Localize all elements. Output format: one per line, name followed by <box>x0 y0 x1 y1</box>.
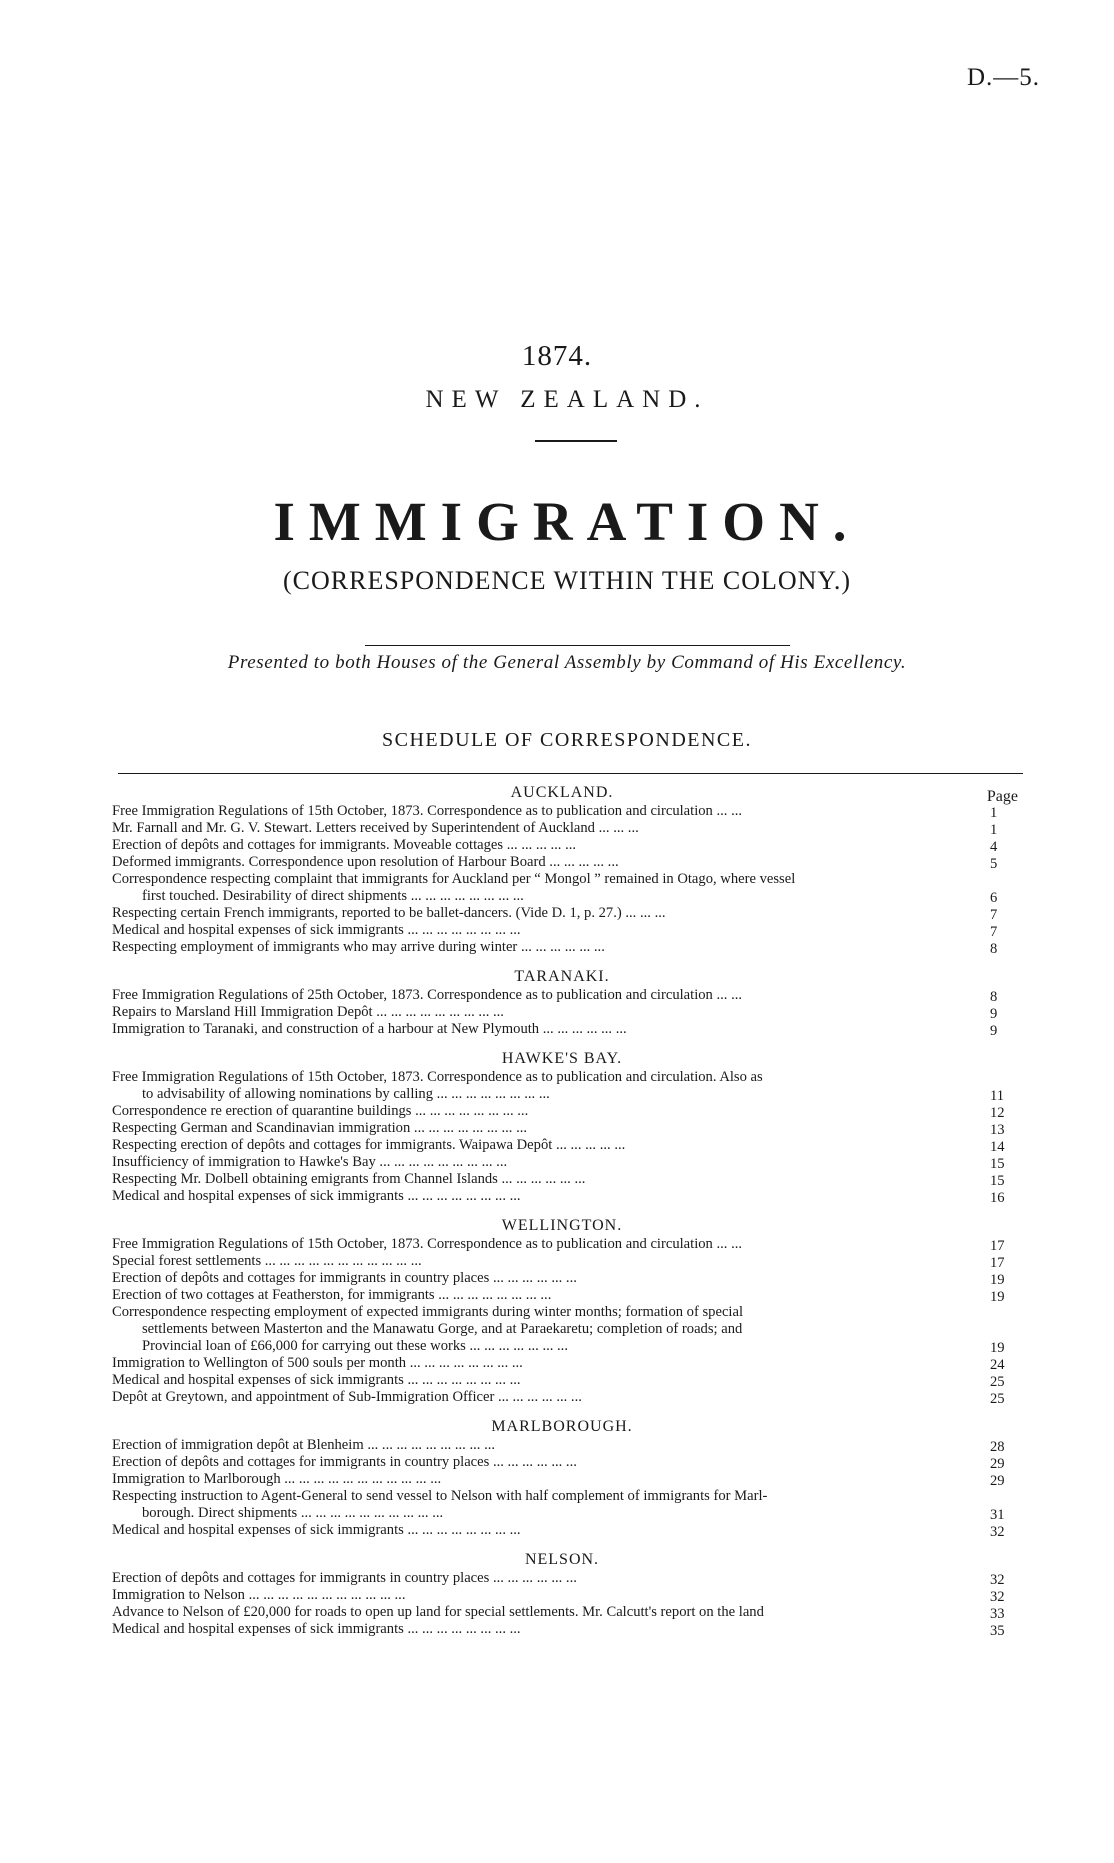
schedule-entry: Insufficiency of immigration to Hawke's Bay ... ... ... ... ... ... ... ... ... 15 <box>112 1154 1012 1171</box>
schedule-rule <box>118 773 1023 774</box>
schedule-entry: Medical and hospital expenses of sick immigrants ... ... ... ... ... ... ... ... 25 <box>112 1372 1012 1389</box>
entry-page-number: 1 <box>990 822 998 838</box>
entry-page-number: 32 <box>990 1524 1005 1540</box>
publication-year: 1874. <box>521 340 593 372</box>
entry-page-number: 11 <box>990 1088 1005 1104</box>
schedule-entry: Erection of depôts and cottages for immigrants. Moveable cottages ... ... ... ... ... 4 <box>112 837 1012 854</box>
section-wellington <box>112 1217 1012 1406</box>
entry-page-number: 8 <box>990 941 998 957</box>
section-heading: MARLBOROUGH. <box>491 1418 633 1435</box>
entry-continuation: first touched. Desirability of direct shipments ... ... ... ... ... ... ... ... <box>142 888 524 904</box>
entry-page-number: 32 <box>990 1572 1005 1588</box>
entry-page-number: 16 <box>990 1190 1005 1206</box>
schedule-entry: Medical and hospital expenses of sick immigrants ... ... ... ... ... ... ... ... 7 <box>112 922 1012 939</box>
schedule-entry: Respecting instruction to Agent-General to send vessel to Nelson with half complement of immigrants for Marl- borough. Direct shipments ... ... ... ... ... ... ... ... ... ... 31 <box>112 1488 1012 1522</box>
schedule-entry: Free Immigration Regulations of 25th October, 1873. Correspondence as to publication and circulation ... ... 8 <box>112 987 1012 1004</box>
entry-page-number: 25 <box>990 1391 1005 1407</box>
section-auckland <box>112 784 1012 956</box>
schedule-entry: Medical and hospital expenses of sick immigrants ... ... ... ... ... ... ... ... 32 <box>112 1522 1012 1539</box>
schedule-entry: Correspondence respecting complaint that immigrants for Auckland per “ Mongol ” remained in Otago, where vessel first touched. Desirability of direct shipments ... ... ... ... ... ... ... ... 6 <box>112 871 1012 905</box>
entry-page-number: 15 <box>990 1173 1005 1189</box>
schedule-entry: Free Immigration Regulations of 15th October, 1873. Correspondence as to publication and circulation ... ... 1 <box>112 803 1012 820</box>
entry-page-number: 33 <box>990 1606 1005 1622</box>
entry-continuation: Provincial loan of £66,000 for carrying out these works ... ... ... ... ... ... ... <box>142 1338 568 1354</box>
presented-rule <box>365 645 790 646</box>
section-nelson <box>112 1551 1012 1638</box>
entry-page-number: 15 <box>990 1156 1005 1172</box>
schedule-entry: Medical and hospital expenses of sick immigrants ... ... ... ... ... ... ... ... 16 <box>112 1188 1012 1205</box>
schedule-entry: Immigration to Nelson ... ... ... ... ... ... ... ... ... ... ... 32 <box>112 1587 1012 1604</box>
schedule-entry: Respecting certain French immigrants, reported to be ballet-dancers. (Vide D. 1, p. 27.) ... ... ... 7 <box>112 905 1012 922</box>
entry-continuation: settlements between Masterton and the Manawatu Gorge, and at Paraekaretu; completion of roads; and <box>142 1321 743 1337</box>
entry-page-number: 24 <box>990 1357 1005 1373</box>
schedule-entry: Respecting Mr. Dolbell obtaining emigrants from Channel Islands ... ... ... ... ... ... 15 <box>112 1171 1012 1188</box>
document-title: IMMIGRATION. <box>273 491 861 552</box>
entry-continuation: to advisability of allowing nominations by calling ... ... ... ... ... ... ... ... <box>142 1086 550 1102</box>
schedule-entry: Depôt at Greytown, and appointment of Sub-Immigration Officer ... ... ... ... ... ... 25 <box>112 1389 1012 1406</box>
entry-page-number: 1 <box>990 805 998 821</box>
page-column-label: Page <box>986 788 1018 805</box>
entry-page-number: 9 <box>990 1023 998 1039</box>
schedule-heading: SCHEDULE OF CORRESPONDENCE. <box>382 729 752 751</box>
schedule-entry: Medical and hospital expenses of sick immigrants ... ... ... ... ... ... ... ... 35 <box>112 1621 1012 1638</box>
schedule-entry: Respecting employment of immigrants who may arrive during winter ... ... ... ... ... ... 8 <box>112 939 1012 956</box>
entry-page-number: 17 <box>990 1255 1005 1271</box>
entry-continuation: borough. Direct shipments ... ... ... ... ... ... ... ... ... ... <box>142 1505 444 1521</box>
schedule-entry: Correspondence re erection of quarantine buildings ... ... ... ... ... ... ... ... 12 <box>112 1103 1012 1120</box>
entry-page-number: 7 <box>990 907 998 923</box>
section-heading: HAWKE'S BAY. <box>501 1050 623 1067</box>
entry-page-number: 29 <box>990 1473 1005 1489</box>
document-reference: D.—5. <box>966 64 1040 91</box>
schedule-entry: Erection of two cottages at Featherston, for immigrants ... ... ... ... ... ... ... ... 19 <box>112 1287 1012 1304</box>
country-heading: NEW ZEALAND. <box>425 386 709 413</box>
section-heading: WELLINGTON. <box>501 1217 623 1234</box>
entry-page-number: 4 <box>990 839 998 855</box>
section-heading: TARANAKI. <box>514 968 610 985</box>
section-heading: NELSON. <box>524 1551 600 1568</box>
schedule-entry: Free Immigration Regulations of 15th October, 1873. Correspondence as to publication and circulation. Also as to advisability of allowing nominations by calling ... ... ... ... ... ... ... ... 11 <box>112 1069 1012 1103</box>
section-hawkes-bay <box>112 1050 1012 1205</box>
section-taranaki <box>112 968 1012 1038</box>
divider-rule <box>535 440 617 442</box>
schedule-entry: Mr. Farnall and Mr. G. V. Stewart. Letters received by Superintendent of Auckland ... ... ... 1 <box>112 820 1012 837</box>
schedule-entry: Respecting German and Scandinavian immigration ... ... ... ... ... ... ... ... 13 <box>112 1120 1012 1137</box>
entry-page-number: 13 <box>990 1122 1005 1138</box>
entry-page-number: 17 <box>990 1238 1005 1254</box>
schedule-entry: Erection of depôts and cottages for immigrants in country places ... ... ... ... ... ... 19 <box>112 1270 1012 1287</box>
schedule-entry: Respecting erection of depôts and cottages for immigrants. Waipawa Depôt ... ... ... ... ... 14 <box>112 1137 1012 1154</box>
schedule-entry: Advance to Nelson of £20,000 for roads to open up land for special settlements. Mr. Calcutt's report on the land 33 <box>112 1604 1012 1621</box>
entry-page-number: 19 <box>990 1340 1005 1356</box>
schedule-entry: Erection of immigration depôt at Blenheim ... ... ... ... ... ... ... ... ... 28 <box>112 1437 1012 1454</box>
schedule-entry: Free Immigration Regulations of 15th October, 1873. Correspondence as to publication and circulation ... ... 17 <box>112 1236 1012 1253</box>
entry-page-number: 25 <box>990 1374 1005 1390</box>
entry-page-number: 32 <box>990 1589 1005 1605</box>
entry-page-number: 5 <box>990 856 998 872</box>
entry-page-number: 9 <box>990 1006 998 1022</box>
schedule-entry: Deformed immigrants. Correspondence upon resolution of Harbour Board ... ... ... ... ... 5 <box>112 854 1012 871</box>
presented-line: Presented to both Houses of the General Assembly by Command of His Excellency. <box>227 652 907 673</box>
entry-page-number: 35 <box>990 1623 1005 1639</box>
entry-page-number: 29 <box>990 1456 1005 1472</box>
entry-page-number: 7 <box>990 924 998 940</box>
schedule-entry: Immigration to Wellington of 500 souls per month ... ... ... ... ... ... ... ... 24 <box>112 1355 1012 1372</box>
entry-page-number: 19 <box>990 1272 1005 1288</box>
schedule-contents <box>112 778 1018 1639</box>
entry-page-number: 12 <box>990 1105 1005 1121</box>
entry-page-number: 28 <box>990 1439 1005 1455</box>
entry-page-number: 19 <box>990 1289 1005 1305</box>
entry-page-number: 8 <box>990 989 998 1005</box>
document-subtitle: (CORRESPONDENCE WITHIN THE COLONY.) <box>283 566 851 595</box>
schedule-entry: Immigration to Taranaki, and construction of a harbour at New Plymouth ... ... ... ... ... ... 9 <box>112 1021 1012 1038</box>
section-heading: AUCKLAND. <box>510 784 614 801</box>
schedule-entry: Erection of depôts and cottages for immigrants in country places ... ... ... ... ... ... 29 <box>112 1454 1012 1471</box>
schedule-entry: Repairs to Marsland Hill Immigration Depôt ... ... ... ... ... ... ... ... ... 9 <box>112 1004 1012 1021</box>
schedule-entry: Erection of depôts and cottages for immigrants in country places ... ... ... ... ... ... 32 <box>112 1570 1012 1587</box>
schedule-entry: Immigration to Marlborough ... ... ... ... ... ... ... ... ... ... ... 29 <box>112 1471 1012 1488</box>
entry-page-number: 31 <box>990 1507 1005 1523</box>
schedule-entry: Correspondence respecting employment of expected immigrants during winter months; formation of special settlements between Masterton and the Manawatu Gorge, and at Paraekaretu; completion of roads; and Provincial loan of £66,000 for carrying out these works ... ... ... ... ... ... ... 19 <box>112 1304 1012 1355</box>
schedule-entry: Special forest settlements ... ... ... ... ... ... ... ... ... ... ... 17 <box>112 1253 1012 1270</box>
section-marlborough <box>112 1418 1012 1539</box>
entry-page-number: 14 <box>990 1139 1005 1155</box>
entry-page-number: 6 <box>990 890 998 906</box>
